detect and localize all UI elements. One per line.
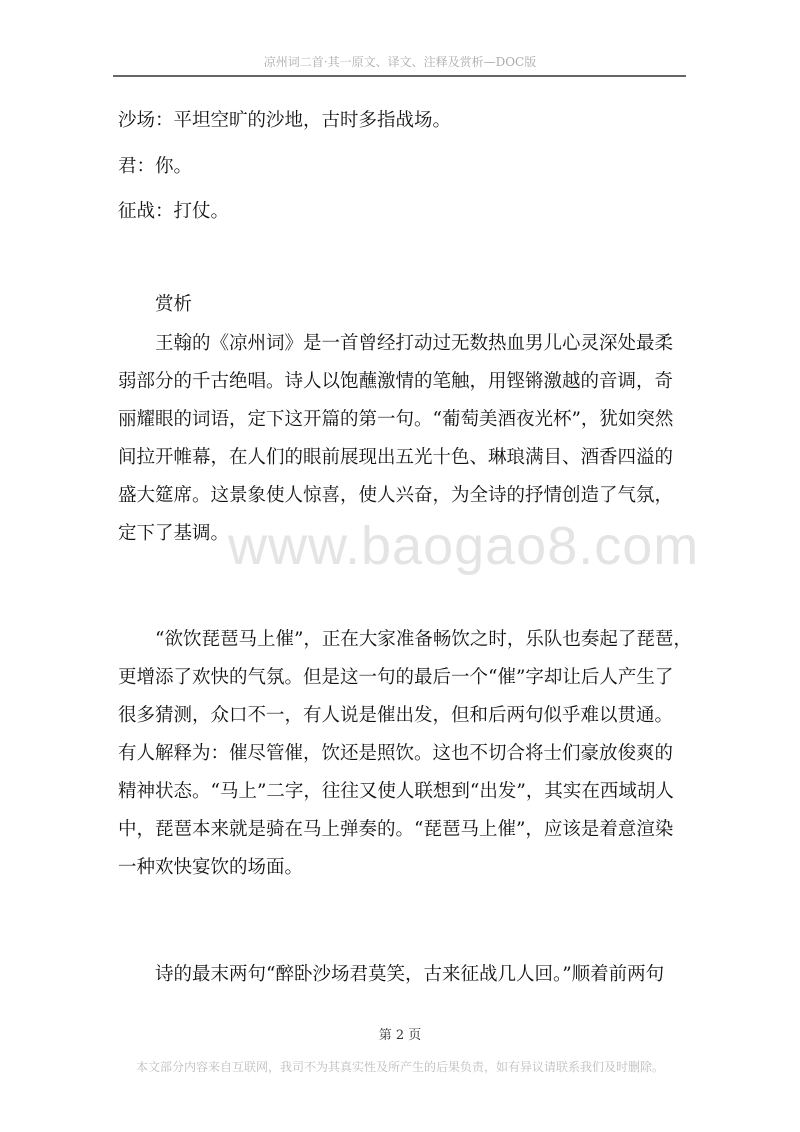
text-line: 定下了基调。 [118, 523, 230, 544]
text-line: 有人解释为：催尽管催，饮还是照饮。这也不切合将士们豪放俊爽的 [118, 743, 674, 764]
text-line: 盛大筵席。这景象使人惊喜，使人兴奋，为全诗的抒情创造了气氛， [118, 485, 674, 506]
text-line: 更增添了欢快的气氛。但是这一句的最后一个“催”字却让后人产生了 [118, 667, 674, 688]
note: 沙场：平坦空旷的沙地，古时多指战场。 [118, 110, 452, 131]
text-line: 弱部分的千古绝唱。诗人以饱蘸激情的笔触，用铿锵激越的音调，奇 [118, 371, 674, 392]
watermark: www.baogao8.com [228, 516, 700, 576]
section-title-block [118, 286, 698, 324]
note: 征战：打仗。 [118, 201, 230, 222]
text-line: 精神状态。“马上”二字，往往又使人联想到“出发”，其实在西域胡人 [118, 781, 674, 802]
text-line: 丽耀眼的词语，定下这开篇的第一句。“葡萄美酒夜光杯”，犹如突然 [118, 409, 674, 430]
page-header: 凉州词二首·其一原文、译文、注释及赏析—DOC版 [263, 55, 537, 69]
note: 君：你。 [118, 155, 193, 177]
paragraph-2 [118, 621, 698, 887]
page-number: 第 2 页 [378, 1028, 422, 1043]
paragraph-1 [118, 325, 698, 553]
disclaimer: 本文部分内容来自互联网，我司不为其真实性及所产生的后果负责，如有异议请联系我们及时删除。 [135, 1060, 664, 1074]
text-line: 诗的最末两句“醉卧沙场君莫笑，古来征战几人回。”顺着前两句 [155, 964, 665, 985]
text-line: 一种欢快宴饮的场面。 [118, 857, 304, 878]
section-title: 赏析 [155, 294, 193, 315]
paragraph-3 [118, 956, 698, 994]
text-line: “欲饮琵琶马上催”，正在大家准备畅饮之时，乐队也奏起了琵琶， [155, 629, 692, 650]
text-line: 王翰的《凉州词》是一首曾经打动过无数热血男儿心灵深处最柔 [155, 333, 674, 354]
text-line: 间拉开帷幕，在人们的眼前展现出五光十色、琳琅满目、酒香四溢的 [118, 447, 674, 468]
text-line: 很多猜测，众口不一，有人说是催出发，但和后两句似乎难以贯通。 [118, 705, 674, 726]
text-line: 中，琵琶本来就是骑在马上弹奏的。“琵琶马上催”，应该是着意渲染 [118, 819, 674, 840]
header-rule [113, 75, 686, 77]
notes [118, 98, 698, 235]
